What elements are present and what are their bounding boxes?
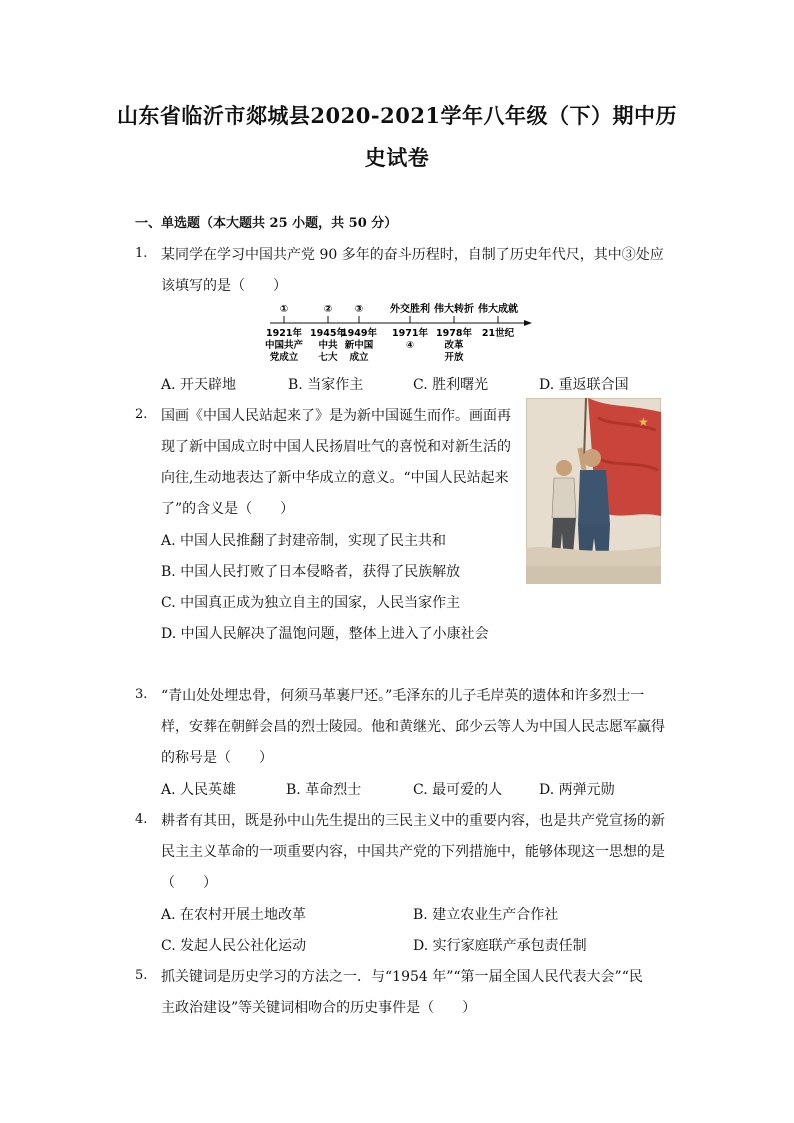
question-2-option-a[interactable]: A. 中国人民推翻了封建帝制，实现了民主共和 [161,533,447,549]
exam-title-line2: 史试卷 [364,145,430,170]
question-2-option-b[interactable]: B. 中国人民打败了日本侵略者，获得了民族解放 [161,564,461,580]
question-5-number: 5. [135,968,148,983]
question-2-line: 现了新中国成立时中国人民扬眉吐气的喜悦和对新生活的 [161,439,511,455]
timeline-year: 1921年 [266,328,302,339]
question-3-option-d[interactable]: D. 两弹元勋 [539,782,615,798]
question-2-number: 2. [135,407,148,422]
question-3-number: 3. [135,687,148,702]
question-1-number: 1. [135,246,148,261]
question-1-option-c[interactable]: C. 胜利曙光 [413,377,489,393]
timeline-year: 1978年 [436,328,472,339]
timeline-subtext: 中共 [318,340,338,351]
question-4-number: 4. [135,812,148,827]
question-4-option-d[interactable]: D. 实行家庭联产承包责任制 [413,938,587,954]
timeline-subtext: 开放 [444,352,464,363]
question-5-line: 抓关键词是历史学习的方法之一．与“1954 年”“第一届全国人民代表大会”“民 [161,969,643,985]
timeline-top-label: 外交胜利 [390,304,430,315]
section-heading: 一、单选题（本大题共 25 小题，共 50 分） [135,216,398,231]
question-4-line: 民主主义革命的一项重要内容，中国共产党的下列措施中，能够体现这一思想的是 [161,844,665,860]
question-1-option-a[interactable]: A. 开天辟地 [161,377,237,393]
question-4-line: 耕者有其田，既是孙中山先生提出的三民主义中的重要内容，也是共产党宣扬的新 [161,813,665,829]
question-2-line: 向往,生动地表达了新中华成立的意义。“中国人民站起来 [161,470,509,486]
question-2-option-d[interactable]: D. 中国人民解决了温饱问题，整体上进入了小康社会 [161,626,489,642]
question-3-line: “青山处处埋忠骨，何须马革裹尸还。”毛泽东的儿子毛岸英的遗体和许多烈士一 [161,688,645,704]
question-4-option-a[interactable]: A. 在农村开展土地改革 [161,907,307,923]
question-3-line: 的称号是（ ） [161,750,273,766]
question-1-option-b[interactable]: B. 当家作主 [288,377,364,393]
history-timeline [262,300,534,370]
timeline-top-label: ② [323,304,333,315]
timeline-year: 1949年 [341,328,377,339]
question-2-line: 了”的含义是（ ） [161,501,295,517]
question-1-option-d[interactable]: D. 重返联合国 [539,377,629,393]
question-4-option-b[interactable]: B. 建立农业生产合作社 [413,907,559,923]
timeline-subtext: 改革 [444,340,464,351]
timeline-year: 1945年 [310,328,346,339]
timeline-subtext: 七大 [318,352,338,363]
timeline-year: 1971年 [392,328,428,339]
question-1-line: 该填写的是（ ） [161,278,287,294]
timeline-top-label: ③ [354,304,364,315]
timeline-year: 21世纪 [481,328,515,339]
timeline-arrow-icon [524,320,532,326]
question-3-option-b[interactable]: B. 革命烈士 [286,782,362,798]
timeline-subtext: 新中国 [344,340,374,351]
question-1-line: 某同学在学习中国共产党 90 多年的奋斗历程时，自制了历史年代尺，其中③处应 [161,247,664,263]
question-4-option-c[interactable]: C. 发起人民公社化运动 [161,938,307,954]
svg-text:★: ★ [638,415,649,429]
question-5-line: 主政治建设”等关键词相吻合的历史事件是（ ） [161,1000,477,1016]
question-2-option-c[interactable]: C. 中国真正成为独立自主的国家，人民当家作主 [161,595,461,611]
timeline-top-label: 伟大成就 [478,304,518,315]
timeline-subtext: 中国共产 [264,340,304,351]
question-3-option-c[interactable]: C. 最可爱的人 [413,782,503,798]
question-4-line: （ ） [161,875,217,891]
timeline-subtext: 成立 [349,352,369,363]
timeline-top-label: 伟大转折 [434,304,474,315]
timeline-subtext: 党成立 [269,352,299,363]
timeline-top-label: ① [279,304,289,315]
timeline-subtext: ④ [405,340,415,351]
question-2-line: 国画《中国人民站起来了》是为新中国诞生而作。画面再 [161,408,511,424]
question-3-option-a[interactable]: A. 人民英雄 [161,782,237,798]
painting-chinese-people-stood-up [526,398,661,584]
exam-title-line1: 山东省临沂市郯城县2020-2021学年八年级（下）期中历 [116,103,678,128]
question-3-line: 样，安葬在朝鲜会昌的烈士陵园。他和黄继光、邱少云等人为中国人民志愿军赢得 [161,719,665,735]
